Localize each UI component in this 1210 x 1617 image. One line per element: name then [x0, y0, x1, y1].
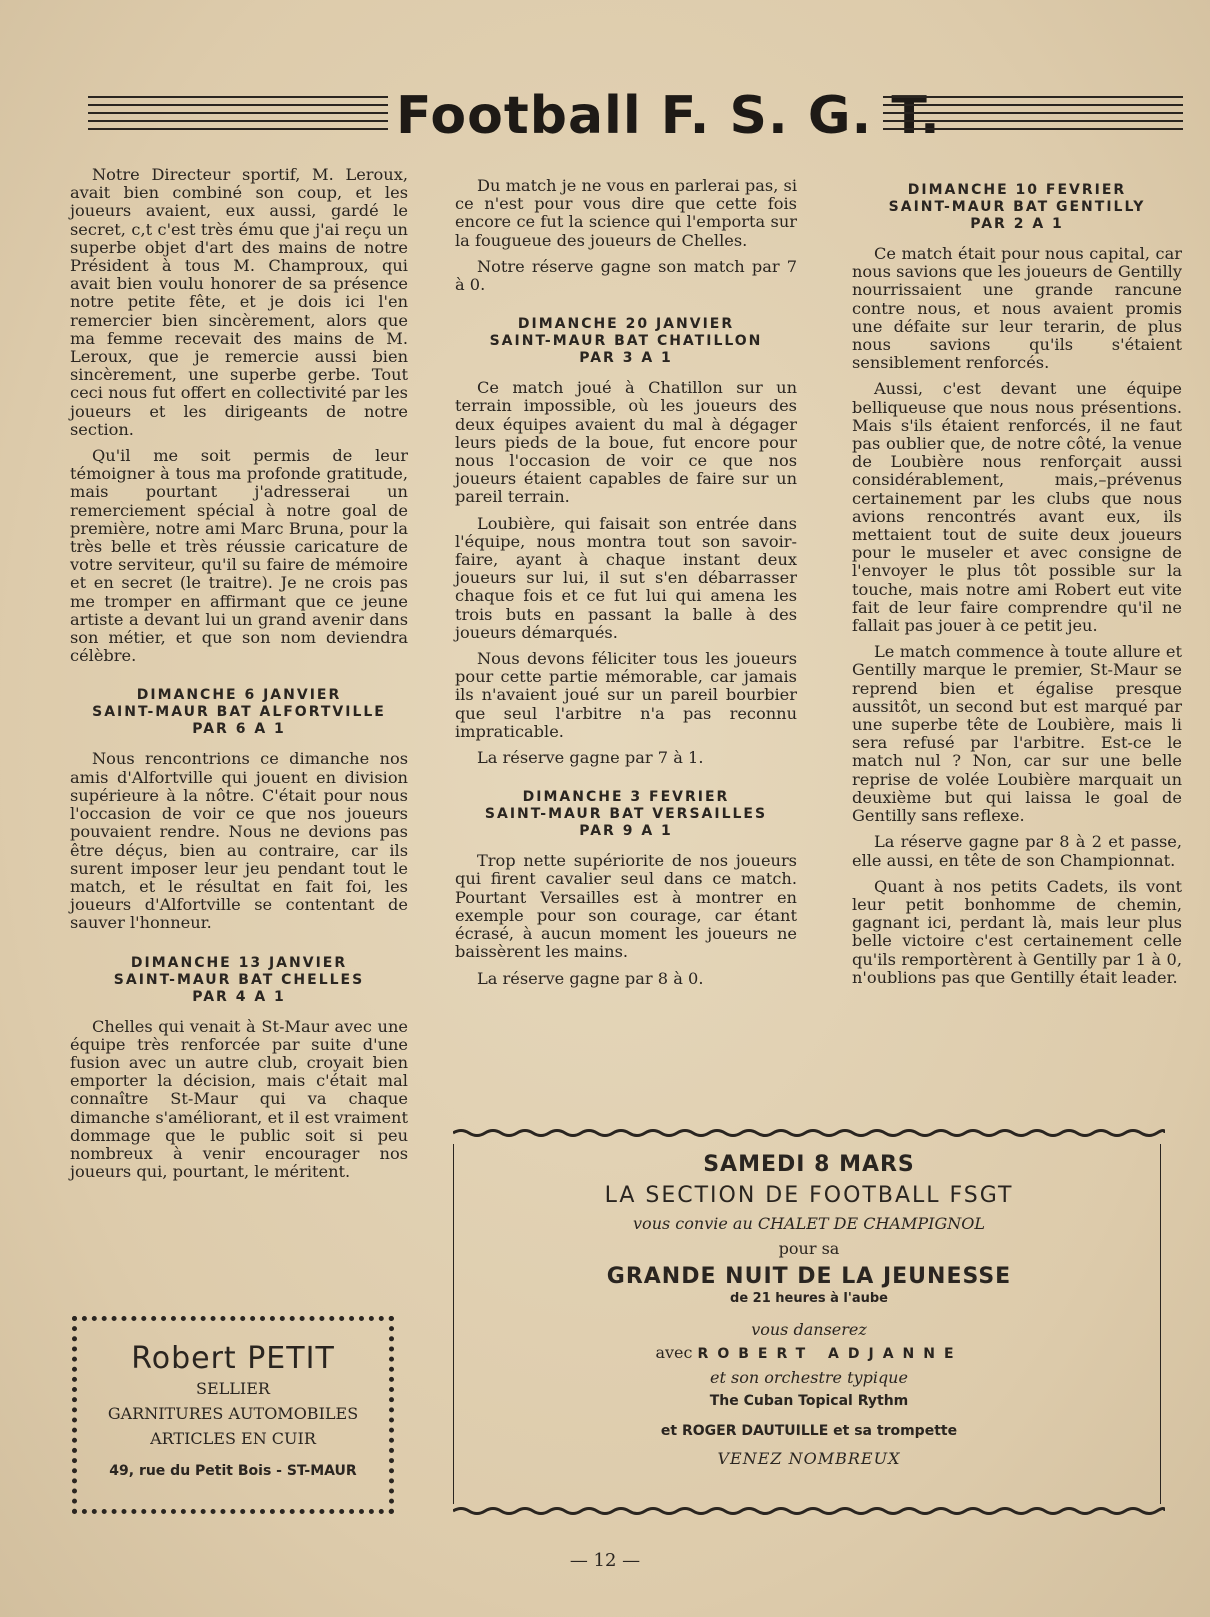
match-result: SAINT-MAUR BAT ALFORTVILLE	[92, 704, 386, 721]
invite-date: SAMEDI 8 MARS	[703, 1152, 915, 1177]
column-1	[70, 166, 408, 1189]
match-result: SAINT-MAUR BAT CHELLES	[113, 971, 365, 988]
column-3	[852, 182, 1182, 995]
invite-border-right	[1160, 1144, 1161, 1504]
page-title: Football F. S. G. T.	[396, 86, 941, 146]
paragraph: La réserve gagne par 8 à 0.	[477, 968, 704, 988]
invite-hours: de 21 heures à l'aube	[730, 1291, 888, 1306]
invite-pour: pour sa	[778, 1239, 840, 1258]
match-date: DIMANCHE 10 FEVRIER	[907, 182, 1127, 198]
advertisement-box	[72, 1316, 394, 1514]
paragraph: Ce match était pour nous capital, car nous savions que les joueurs de Gentilly nourrissaient une grande rancune contre nous, et nous avaient promis une défaite sur leur terarin, de plus nous savions qu'ils s'étaient sensiblement renforcés.	[852, 244, 1182, 373]
match-date: DIMANCHE 3 FEVRIER	[522, 789, 730, 806]
paragraph: Nous rencontrions ce dimanche nos amis d'Alfortville qui jouent en division supérieure à la nôtre. C'était pour nous l'occasion de voir ce que nos joueurs pouvaient rendre. Nous ne devions pas être déçus, bien au contraire, car ils surent imposer leur jeu pendant tout le match, et le résultat en fait foi, les joueurs d'Alfortville se contentant de sauver l'honneur.	[70, 749, 408, 933]
ad-address: 49, rue du Petit Bois - ST-MAUR	[109, 1463, 357, 1479]
match-heading	[70, 687, 408, 738]
ad-line: SELLIER	[196, 1379, 270, 1398]
ad-line: GARNITURES AUTOMOBILES	[107, 1404, 359, 1423]
paragraph: Nous devons féliciter tous les joueurs pour cette partie mémorable, car jamais ils n'avaient joué sur un pareil bourbier que seul l'arbitre n'a pas reconnu impraticable.	[455, 649, 797, 741]
ad-business-name: Robert PETIT	[131, 1341, 335, 1376]
match-heading	[70, 955, 408, 1006]
paragraph: Qu'il me soit permis de leur témoigner à tous ma profonde gratitude, mais pourtant j'adresserai un remerciement spécial à notre goal de première, notre ami Marc Bruna, pour la très belle et très réussie caricature de votre serviteur, qu'il su faire de mémoire et en secret (le traitre). Je ne crois pas me tromper en affirmant que ce jeune artiste a devant lui un grand avenir dans son métier, et que son nom deviendra célèbre.	[70, 446, 408, 666]
column-2	[455, 177, 797, 996]
match-heading	[455, 316, 797, 367]
header	[88, 88, 1183, 148]
match-date: DIMANCHE 6 JANVIER	[136, 687, 342, 704]
ad-line: ARTICLES EN CUIR	[150, 1429, 316, 1448]
invite-convie: vous convie au CHALET DE CHAMPIGNOL	[633, 1214, 985, 1233]
page-number: — 12 —	[569, 1550, 641, 1571]
invite-event: GRANDE NUIT DE LA JEUNESSE	[606, 1264, 1012, 1289]
match-score: PAR 4 A 1	[192, 988, 286, 1005]
paragraph: Le match commence à toute allure et Gentilly marque le premier, St-Maur se reprend bien et égalise presque aussitôt, un second but est marqué par une superbe tête de Loubière, mais li sera refusé par l'arbitre. Est-ce le match nul ? Non, car sur une belle reprise de volée Loubière marquait un deuxième but qui laissa le goal de Gentilly sans reflexe.	[852, 642, 1182, 826]
paragraph: Chelles qui venait à St-Maur avec une équipe très renforcée par suite d'une fusion avec un autre club, croyait bien emporter la décision, mais c'était mal connaître St-Maur qui va chaque dimanche s'améliorant, et il est vraiment dommage que le public soit si peu nombreux à venir encourager nos joueurs qui, pourtant, le méritent.	[70, 1016, 408, 1182]
invite-venez: VENEZ NOMBREUX	[717, 1449, 901, 1468]
match-heading	[455, 789, 797, 840]
wavy-rule-top	[453, 1126, 1165, 1140]
match-score: PAR 9 A 1	[579, 823, 673, 840]
header-rules-left	[88, 96, 388, 136]
paragraph: Loubière, qui faisait son entrée dans l'équipe, nous montra tout son savoir-faire, ayant à chaque instant deux joueurs sur lui, il sut s'en débarrasser chaque fois et ce fut lui qui amena les trois buts en passant la balle à des joueurs démarqués.	[455, 513, 797, 642]
invite-orchestre: et son orchestre typique	[710, 1368, 908, 1387]
paragraph: Notre réserve gagne son match par 7 à 0.	[455, 256, 797, 295]
invite-cuban: The Cuban Topical Rythm	[709, 1393, 909, 1409]
paragraph: Quant à nos petits Cadets, ils vont leur petit bonhomme de chemin, gagnant ici, perdant là, mais leur plus belle victoire c'est certainement celle qu'ils remportèrent à Gentilly par 1 à 0, n'oublions pas que Gentilly était leader.	[852, 876, 1182, 987]
invite-border-left	[453, 1144, 454, 1504]
match-score: PAR 2 A 1	[970, 216, 1064, 232]
match-score: PAR 3 A 1	[579, 350, 673, 367]
match-date: DIMANCHE 13 JANVIER	[130, 954, 348, 971]
paragraph: Du match je ne vous en parlerai pas, si ce n'est pour vous dire que cette fois encore ce fut la science qui l'emporta sur la fougueue des joueurs de Chelles.	[455, 176, 797, 250]
paragraph: Trop nette supériorite de nos joueurs qui firent cavalier seul dans ce match. Pourtant Versailles est à montrer en exemple pour son courage, car étant écrasé, à aucun moment les joueurs ne baissèrent les mains.	[455, 851, 797, 962]
match-heading	[852, 182, 1182, 233]
invite-avec-line	[453, 1343, 1165, 1362]
paragraph: Ce match joué à Chatillon sur un terrain impossible, où les joueurs des deux équipes avaient du mal à dégager leurs pieds de la boue, fut encore pour nous l'occasion de voir ce que nos joueurs étaient capables de faire sur un pareil terrain.	[455, 378, 797, 507]
header-rules-right	[883, 96, 1183, 136]
match-score: PAR 6 A 1	[192, 721, 286, 738]
invite-band: ROBERT ADJANNE	[697, 1346, 963, 1362]
invite-danserez: vous danserez	[751, 1320, 867, 1339]
paragraph: Aussi, c'est devant une équipe belliqueuse que nous nous présentions. Mais s'ils étaient renforcés, il ne faut pas oublier que, de notre côté, la venue de Loubière nous renforçait aussi considérablement, mais,–prévenus certainement par les clubs que nous avions rencontrés avant eux, ils mettaient tout de suite deux joueurs pour le museler et avec consigne de l'envoyer le plus tôt possible sur la touche, mais notre ami Robert eut vite fait de leur faire comprendre qu'il ne fallait pas jouer à ce petit jeu.	[852, 379, 1182, 636]
invitation-box	[453, 1126, 1165, 1518]
paragraph: La réserve gagne par 7 à 1.	[477, 748, 704, 768]
match-result: SAINT-MAUR BAT VERSAILLES	[484, 806, 768, 823]
invite-roger: et ROGER DAUTUILLE et sa trompette	[660, 1423, 958, 1439]
invite-section: LA SECTION DE FOOTBALL FSGT	[604, 1183, 1014, 1208]
invite-avec: avec	[655, 1343, 693, 1362]
wavy-rule-bottom	[453, 1504, 1165, 1518]
match-result: SAINT-MAUR BAT CHATILLON	[489, 333, 763, 350]
match-date: DIMANCHE 20 JANVIER	[517, 316, 735, 333]
paragraph: Notre Directeur sportif, M. Leroux, avait bien combiné son coup, et les joueurs avaient, eux aussi, gardé le secret, c,t c'est très ému que j'ai reçu un superbe objet d'art des mains de notre Président à tous M. Champroux, qui avait bien voulu honorer de sa présence notre petite fête, et je dois ici l'en remercier bien sincèrement, alors que ma femme recevait des mains de M. Leroux, que je remercie aussi bien sincèrement, une superbe gerbe. Tout ceci nous fut offert en collectivité par les joueurs et les dirigeants de notre section.	[70, 165, 408, 439]
match-result: SAINT-MAUR BAT GENTILLY	[888, 199, 1146, 215]
paragraph: La réserve gagne par 8 à 2 et passe, elle aussi, en tête de son Championnat.	[852, 832, 1182, 870]
